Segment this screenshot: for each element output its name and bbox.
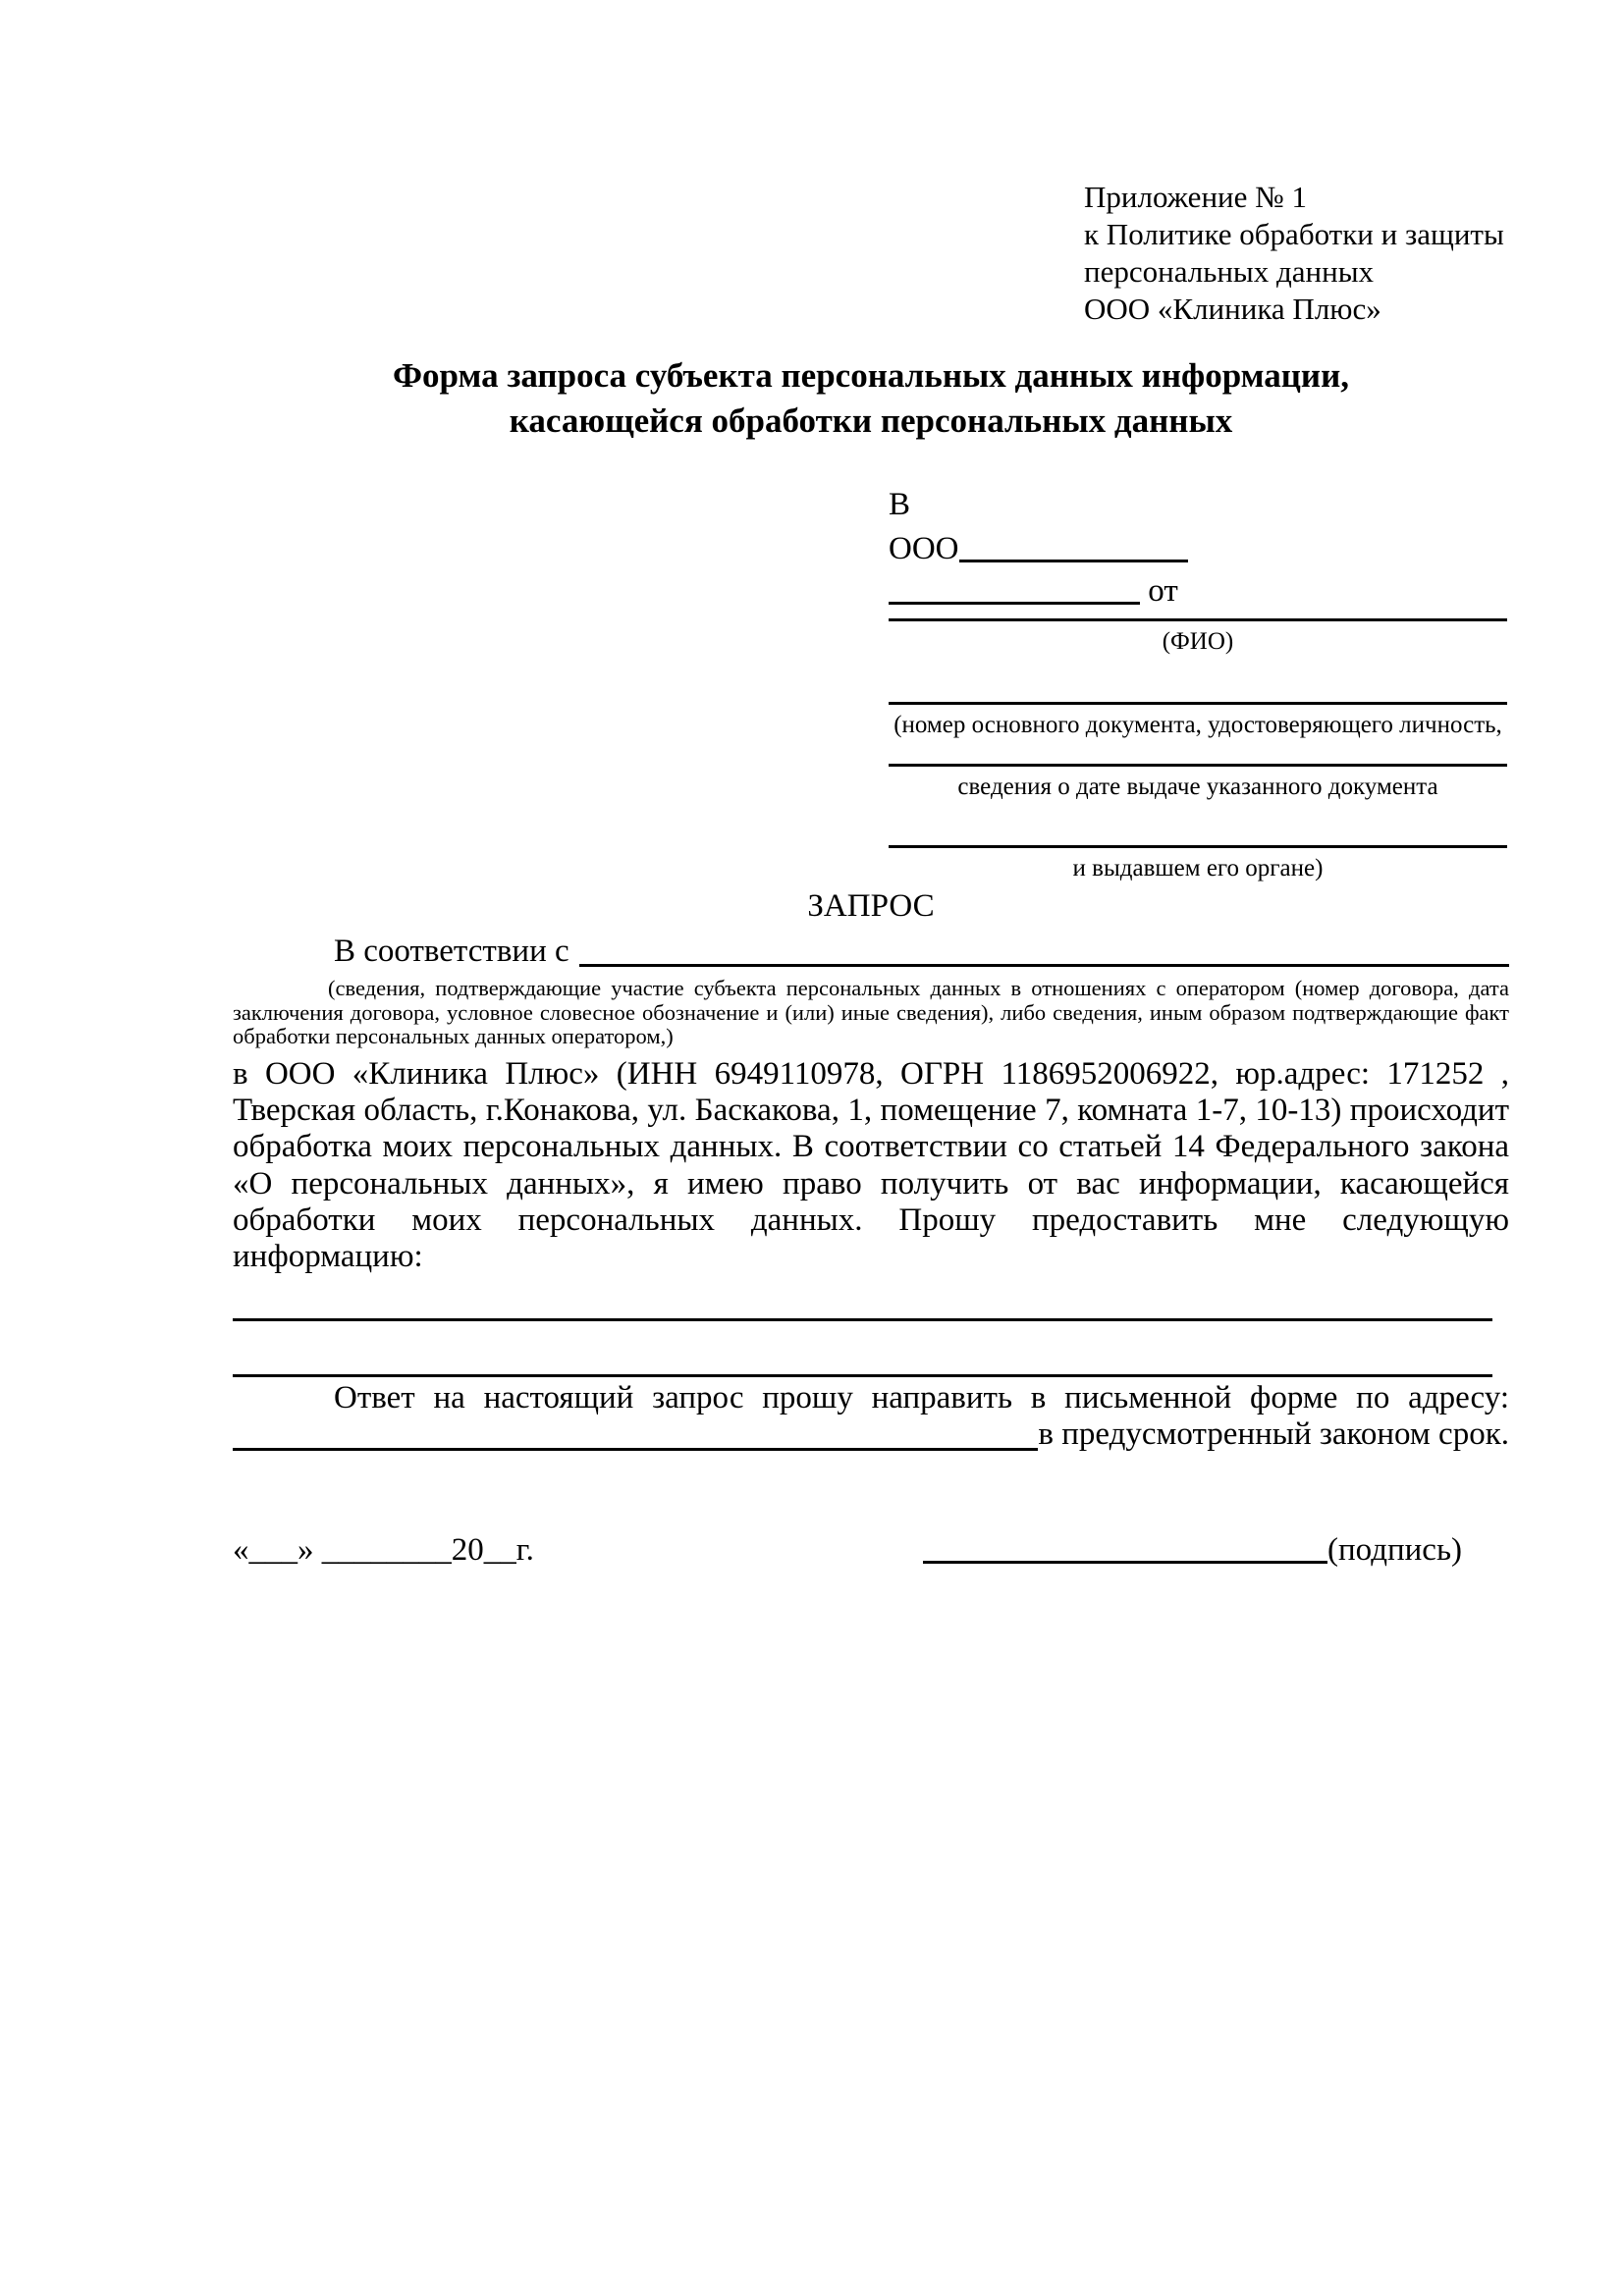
appendix-header-line: Приложение № 1 [1084, 180, 1307, 214]
reply-instruction: Ответ на настоящий запрос прошу направить в письменной форме по адресу: [334, 1380, 1509, 1415]
issuer-blank-field [889, 799, 1507, 848]
page-title [233, 353, 1509, 444]
accordance-blank-field [579, 934, 1509, 967]
from-blank-field [889, 602, 1140, 605]
appendix-header-line: ООО «Клиника Плюс» [1084, 292, 1381, 326]
id-document-caption: (номер основного документа, удостоверяющего личность, [893, 712, 1502, 738]
org-name-blank-field [959, 560, 1188, 562]
addressee-org-prefix: ООО [889, 531, 959, 566]
issuer-caption: и выдавшем его органе) [1072, 855, 1324, 881]
request-heading: ЗАПРОС [807, 888, 935, 924]
issue-date-caption: сведения о дате выдаче указанного документа [957, 774, 1438, 800]
signature-caption: (подпись) [1327, 1532, 1462, 1568]
appendix-header-line: к Политике обработки и защиты [1084, 217, 1504, 251]
id-document-blank-field [889, 654, 1507, 705]
page-title-line: Форма запроса субъекта персональных данных информации, [392, 356, 1350, 395]
footer-row [233, 1532, 1509, 1569]
reply-address-blank-field [233, 1416, 1038, 1451]
addressee-from-line [889, 571, 1507, 611]
explanatory-note: (сведения, подтверждающие участие субъекта персональных данных в отношениях с оператором (номер договора, дата заключения договора, условное словесное обозначение и (или) иные сведения), либо сведения, иным образом подтверждающие факт обработки персональных данных оператором,) [233, 976, 1509, 1048]
accordance-line [233, 934, 1509, 970]
date-blank-field: «___» ________20__г. [233, 1532, 534, 1568]
request-body-paragraph: в ООО «Клиника Плюс» (ИНН 6949110978, ОГРН 1186952006922, юр.адрес: 171252 , Тверская область, г.Конакова, ул. Баскакова, 1, помещение 7, комната 1-7, 10-13) происходит обработка моих персональных данных. В соответствии со статьей 14 Федерального закона «О персональных данных», я имею право получить от вас информации, касающейся обработки моих персональных данных. Прошу предоставить мне следующую информацию: [233, 1056, 1509, 1275]
footer-spacer [534, 1532, 923, 1569]
appendix-header [1084, 179, 1504, 328]
reply-paragraph [233, 1380, 1509, 1456]
from-label: от [1148, 573, 1178, 609]
accordance-prefix: В соответствии с [334, 934, 569, 969]
fio-blank-field [889, 611, 1507, 621]
issue-date-blank-field [889, 737, 1507, 767]
signature-blank-field [923, 1532, 1327, 1564]
signature-group [923, 1532, 1462, 1569]
information-blank-line-1 [233, 1318, 1492, 1321]
addressee-block [889, 483, 1507, 881]
addressee-org-line [889, 526, 1507, 571]
fio-caption: (ФИО) [1162, 628, 1234, 655]
addressee-to-prefix: В [889, 487, 911, 522]
reply-tail-text: в предусмотренный законом срок. [1038, 1416, 1509, 1452]
appendix-header-line: персональных данных [1084, 254, 1375, 289]
information-blank-line-2 [233, 1374, 1492, 1377]
reply-address-line [233, 1416, 1509, 1456]
page-title-line: касающейся обработки персональных данных [509, 401, 1233, 440]
